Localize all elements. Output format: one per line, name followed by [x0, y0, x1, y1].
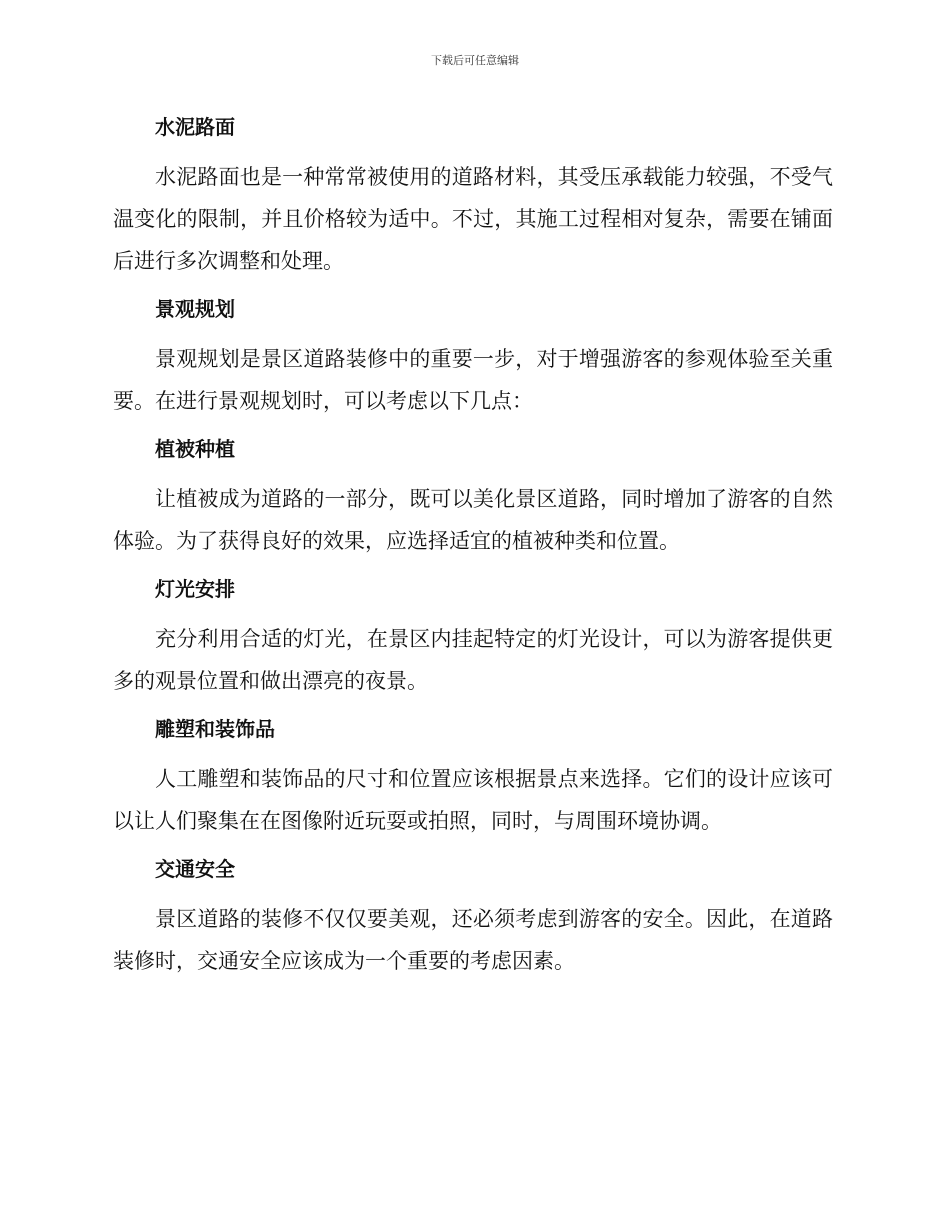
section-lighting: [113, 570, 833, 702]
section-landscape-planning: [113, 290, 833, 422]
section-heading: 水泥路面: [155, 115, 235, 139]
section-sculpture: [113, 710, 833, 842]
section-heading: 景观规划: [155, 297, 235, 321]
section-heading: 雕塑和装饰品: [155, 717, 275, 741]
section-paragraph: 充分利用合适的灯光，在景区内挂起特定的灯光设计，可以为游客提供更多的观景位置和做出漂亮的夜景。: [113, 627, 833, 693]
section-paragraph: 让植被成为道路的一部分，既可以美化景区道路，同时增加了游客的自然体验。为了获得良好的效果，应选择适宜的植被种类和位置。: [113, 487, 833, 553]
section-paragraph: 景观规划是景区道路装修中的重要一步，对于增强游客的参观体验至关重要。在进行景观规划时，可以考虑以下几点：: [113, 347, 833, 413]
document-body: [113, 108, 833, 990]
section-heading: 交通安全: [155, 857, 235, 881]
section-paragraph: 水泥路面也是一种常常被使用的道路材料，其受压承载能力较强，不受气温变化的限制，并且价格较为适中。不过，其施工过程相对复杂，需要在铺面后进行多次调整和处理。: [113, 165, 833, 273]
section-paragraph: 人工雕塑和装饰品的尺寸和位置应该根据景点来选择。它们的设计应该可以让人们聚集在在图像附近玩耍或拍照，同时，与周围环境协调。: [113, 767, 833, 833]
section-traffic-safety: [113, 850, 833, 982]
section-heading: 灯光安排: [155, 577, 235, 601]
section-vegetation: [113, 430, 833, 562]
section-cement-road: [113, 108, 833, 282]
page-header: 下载后可任意编辑: [431, 54, 519, 67]
section-paragraph: 景区道路的装修不仅仅要美观，还必须考虑到游客的安全。因此，在道路装修时，交通安全应该成为一个重要的考虑因素。: [113, 907, 833, 973]
section-heading: 植被种植: [155, 437, 235, 461]
